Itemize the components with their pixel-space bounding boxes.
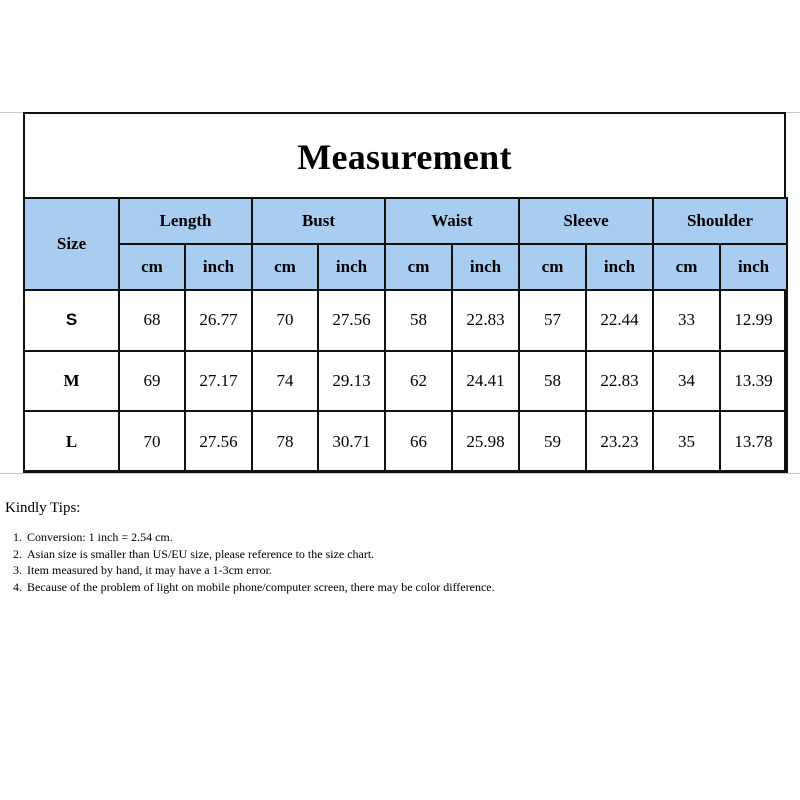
table-cell: 23.23 <box>586 411 653 472</box>
sleeve-header: Sleeve <box>519 198 653 244</box>
tip-item: 1. Conversion: 1 inch = 2.54 cm. <box>25 529 565 546</box>
header-units-row <box>24 244 787 290</box>
size-chart-table <box>23 197 788 473</box>
table-cell: 69 <box>119 351 185 412</box>
table-cell: 13.39 <box>720 351 787 412</box>
table-cell: 13.78 <box>720 411 787 472</box>
header-group-row <box>24 198 787 244</box>
page-title: Measurement <box>297 137 512 177</box>
table-cell: 58 <box>519 351 586 412</box>
tip-item: 3. Item measured by hand, it may have a 1-3cm error. <box>25 562 565 579</box>
table-cell: 22.83 <box>452 290 519 351</box>
unit-header: cm <box>119 244 185 290</box>
table-cell: 34 <box>653 351 720 412</box>
table-cell: 58 <box>385 290 452 351</box>
tips-list <box>5 529 565 595</box>
unit-header: cm <box>653 244 720 290</box>
unit-header: cm <box>252 244 318 290</box>
size-label: S <box>24 290 119 351</box>
table-cell: 74 <box>252 351 318 412</box>
table-cell: 78 <box>252 411 318 472</box>
table-cell: 68 <box>119 290 185 351</box>
table-row <box>24 411 787 472</box>
table-cell: 22.83 <box>586 351 653 412</box>
table-cell: 62 <box>385 351 452 412</box>
unit-header: inch <box>318 244 385 290</box>
table-cell: 25.98 <box>452 411 519 472</box>
tips-title: Kindly Tips: <box>5 500 81 516</box>
waist-header: Waist <box>385 198 519 244</box>
table-cell: 30.71 <box>318 411 385 472</box>
bust-header: Bust <box>252 198 385 244</box>
table-cell: 70 <box>119 411 185 472</box>
size-label: M <box>24 351 119 412</box>
tip-item: 2. Asian size is smaller than US/EU size, please reference to the size chart. <box>25 546 565 563</box>
shoulder-header: Shoulder <box>653 198 787 244</box>
length-header: Length <box>119 198 252 244</box>
unit-header: cm <box>385 244 452 290</box>
table-cell: 33 <box>653 290 720 351</box>
table-cell: 27.56 <box>185 411 252 472</box>
size-column-header: Size <box>24 198 119 290</box>
table-row <box>24 351 787 412</box>
table-cell: 66 <box>385 411 452 472</box>
unit-header: inch <box>720 244 787 290</box>
table-cell: 27.56 <box>318 290 385 351</box>
table-cell: 29.13 <box>318 351 385 412</box>
table-cell: 57 <box>519 290 586 351</box>
size-label: L <box>24 411 119 472</box>
table-row <box>24 290 787 351</box>
unit-header: inch <box>452 244 519 290</box>
unit-header: cm <box>519 244 586 290</box>
table-cell: 27.17 <box>185 351 252 412</box>
unit-header: inch <box>586 244 653 290</box>
bottom-divider <box>0 473 800 474</box>
kindly-tips <box>5 500 565 595</box>
unit-header: inch <box>185 244 252 290</box>
table-cell: 35 <box>653 411 720 472</box>
table-cell: 24.41 <box>452 351 519 412</box>
tip-item: 4. Because of the problem of light on mobile phone/computer screen, there may be color difference. <box>25 579 565 596</box>
table-cell: 59 <box>519 411 586 472</box>
table-cell: 70 <box>252 290 318 351</box>
table-cell: 26.77 <box>185 290 252 351</box>
table-cell: 22.44 <box>586 290 653 351</box>
table-cell: 12.99 <box>720 290 787 351</box>
